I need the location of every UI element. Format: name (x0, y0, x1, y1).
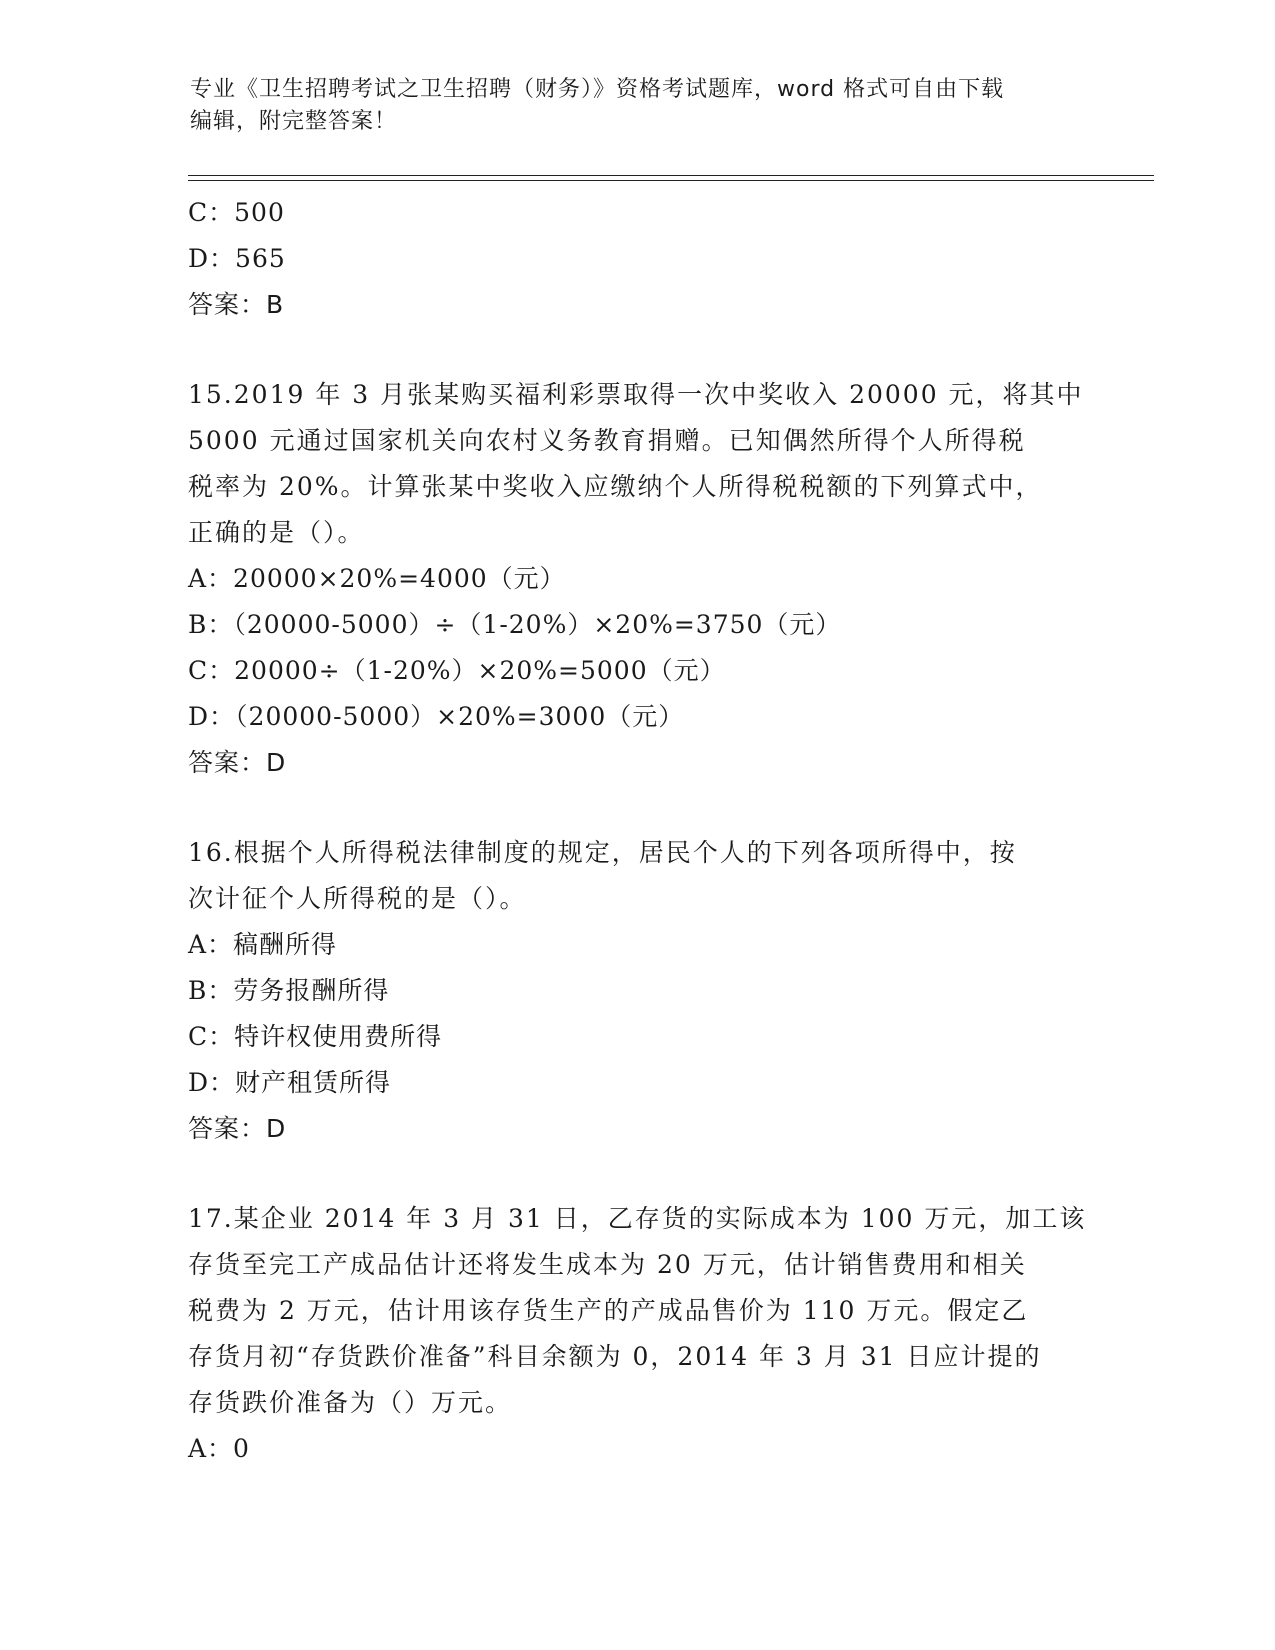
question-text-line: 正确的是（）。 (188, 518, 365, 547)
question-text-line: 5000 元通过国家机关向农村义务教育捐赠。已知偶然所得个人所得税 (188, 426, 1026, 455)
spacer (188, 328, 1088, 372)
header-line-2: 编辑，附完整答案！ (190, 109, 398, 134)
question-text-line: 存货跌价准备为（）万元。 (188, 1388, 513, 1417)
option-d: D：565 (188, 244, 286, 273)
option-c: C：20000÷（1-20%）×20%=5000（元） (188, 656, 726, 685)
answer-line: 答案：D (188, 748, 287, 777)
question-text-line: 存货月初“存货跌价准备”科目余额为 0，2014 年 3 月 31 日应计提的 (188, 1342, 1042, 1371)
spacer (188, 1152, 1088, 1196)
question-block-previous (188, 190, 1088, 328)
answer-line: 答案：B (188, 290, 285, 319)
question-text-line: 税费为 2 万元，估计用该存货生产的产成品售价为 110 万元。假定乙 (188, 1296, 1029, 1325)
question-block-15 (188, 372, 1088, 786)
question-text-line: 16.根据个人所得税法律制度的规定，居民个人的下列各项所得中，按 (188, 838, 1017, 867)
option-a: A：0 (188, 1434, 250, 1463)
question-block-17 (188, 1196, 1088, 1472)
question-text-line: 15.2019 年 3 月张某购买福利彩票取得一次中奖收入 20000 元，将其中 (188, 380, 1084, 409)
question-text-line: 次计征个人所得税的是（）。 (188, 884, 527, 913)
answer-line: 答案：D (188, 1114, 287, 1143)
header-line-1: 专业《卫生招聘考试之卫生招聘（财务）》资格考试题库，word 格式可自由下载 (190, 77, 1005, 102)
question-text-line: 存货至完工产成品估计还将发生成本为 20 万元，估计销售费用和相关 (188, 1250, 1027, 1279)
option-d: D：财产租赁所得 (188, 1068, 392, 1097)
question-block-16 (188, 830, 1088, 1152)
option-d: D：（20000-5000）×20%=3000（元） (188, 702, 685, 731)
option-c: C：500 (188, 198, 285, 227)
question-text-line: 17.某企业 2014 年 3 月 31 日，乙存货的实际成本为 100 万元，加工该 (188, 1204, 1087, 1233)
option-c: C：特许权使用费所得 (188, 1022, 443, 1051)
question-text-line: 税率为 20%。计算张某中奖收入应缴纳个人所得税税额的下列算式中， (188, 472, 1043, 501)
option-b: B：劳务报酬所得 (188, 976, 390, 1005)
option-b: B：（20000-5000）÷（1-20%）×20%=3750（元） (188, 610, 842, 639)
page-header (190, 74, 1070, 138)
header-rule-bottom (188, 180, 1154, 181)
option-a: A：20000×20%=4000（元） (188, 564, 566, 593)
question-list (188, 190, 1088, 1472)
header-rule-top (188, 175, 1154, 176)
option-a: A：稿酬所得 (188, 930, 338, 959)
spacer (188, 786, 1088, 830)
